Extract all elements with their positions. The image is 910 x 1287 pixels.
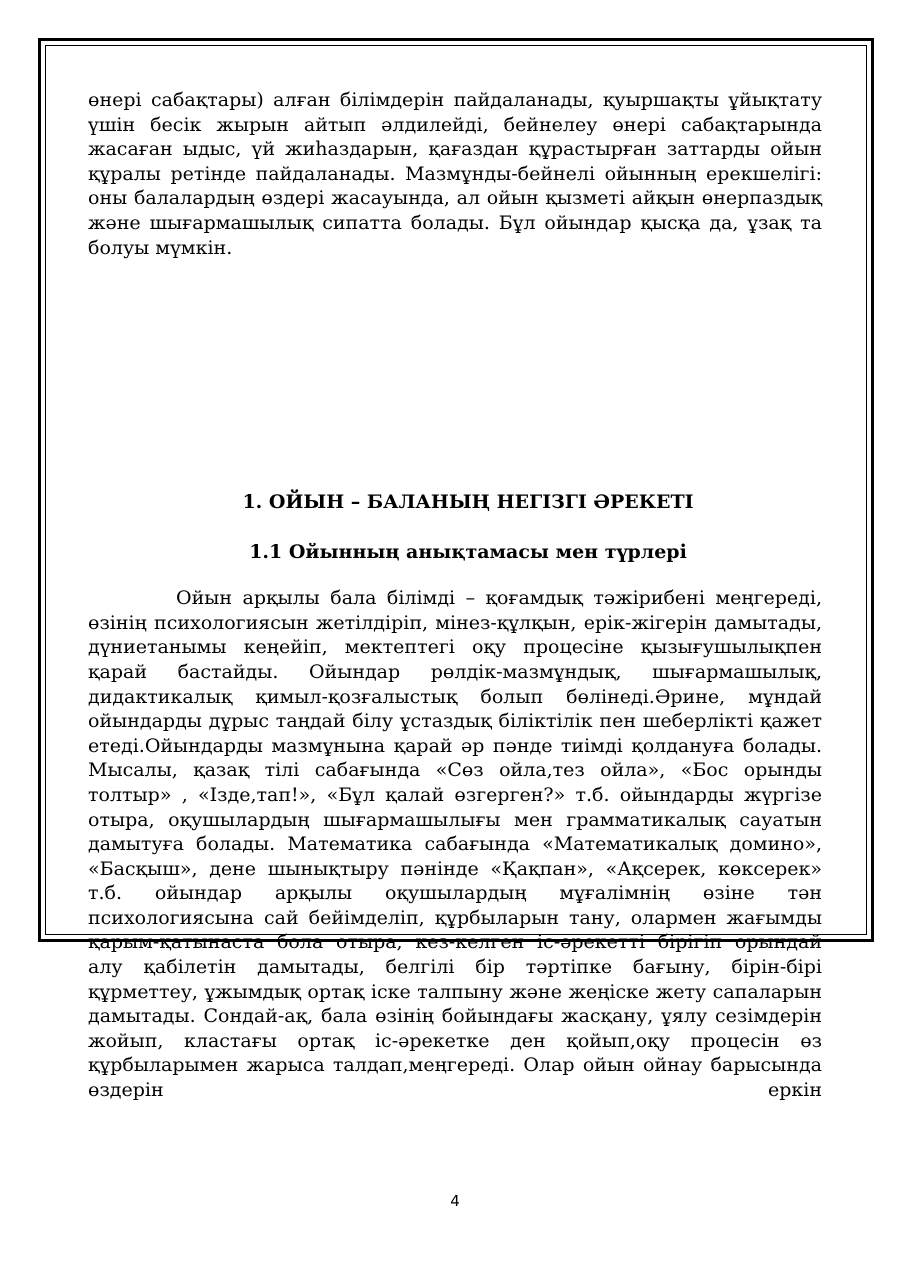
- page-content: [88, 88, 822, 1103]
- section-heading: 1.1 Ойынның анықтамасы мен түрлері: [249, 541, 687, 564]
- body-paragraph: Ойын арқылы бала білімді – қоғамдық тәжірибені меңгереді, өзінің психологиясын жетілдіріп, мінез-құлқын, ерік-жігерін дамытады, дүниетанымы кеңейіп, мектептегі оқу процесіне қызығушылықпен қарай бастайды. Ойындар рөлдік-мазмұндық, шығармашылық, дидактикалық қимыл-қозғалыстық болып бөлінеді.Әрине, мұндай ойындарды дұрыс таңдай білу ұстаздық біліктілік пен шеберлікті қажет етеді.Ойындарды мазмұнына қарай әр пәнде тиімді қолдануға болады. Мысалы, қазақ тілі сабағында «Сөз ойла,тез ойла», «Бос орынды толтыр» , «Ізде,тап!», «Бұл қалай өзгерген?» т.б. ойындарды жүргізе отыра, оқушылардың шығармашылығы мен грамматикалық сауатын дамытуға болады. Математика сабағында «Математикалық домино», «Басқыш», дене шынықтыру пәнінде «Қақпан», «Ақсерек, көксерек» т.б. ойындар арқылы оқушылардың мұғалімнің өзіне тән психологиясына сай бейімделіп, құрбыларын тану, олармен жағымды қарым-қатынаста бола отыра, кез-келген іс-әрекетті бірігіп орындай алу қабілетін дамытады, белгілі бір тәртіпке бағыну, бірін-бірі құрметтеу, ұжымдық ортақ іске талпыну және жеңіске жету сапаларын дамытады. Сондай-ақ, бала өзінің бойындағы жасқану, ұялу сезімдерін жойып, кластағы ортақ іс-әрекетке ден қойып,оқу процесін өз құрбыларымен жарыса талдап,меңгереді. Олар ойын ойнау барысында өздерін еркін: [88, 587, 822, 1102]
- intro-paragraph: өнері сабақтары) алған білімдерін пайдаланады, қуыршақты ұйықтату үшін бесік жырын айтып әлдилейді, бейнелеу өнері сабақтарында жасаған ыдыс, үй жиһаздарын, қағаздан құрастырған заттарды ойын құралы ретінде пайдаланады. Мазмұнды-бейнелі ойынның ерекшелігі: оны балалардың өздері жасауында, ал ойын қызметі айқын өнерпаздық және шығармашылық сипатта болады. Бұл ойындар қысқа да, ұзақ та болуы мүмкін.: [88, 89, 822, 259]
- page-number: 4: [450, 1192, 460, 1210]
- chapter-heading: 1. ОЙЫН – БАЛАНЫҢ НЕГІЗГІ ӘРЕКЕТІ: [242, 491, 694, 514]
